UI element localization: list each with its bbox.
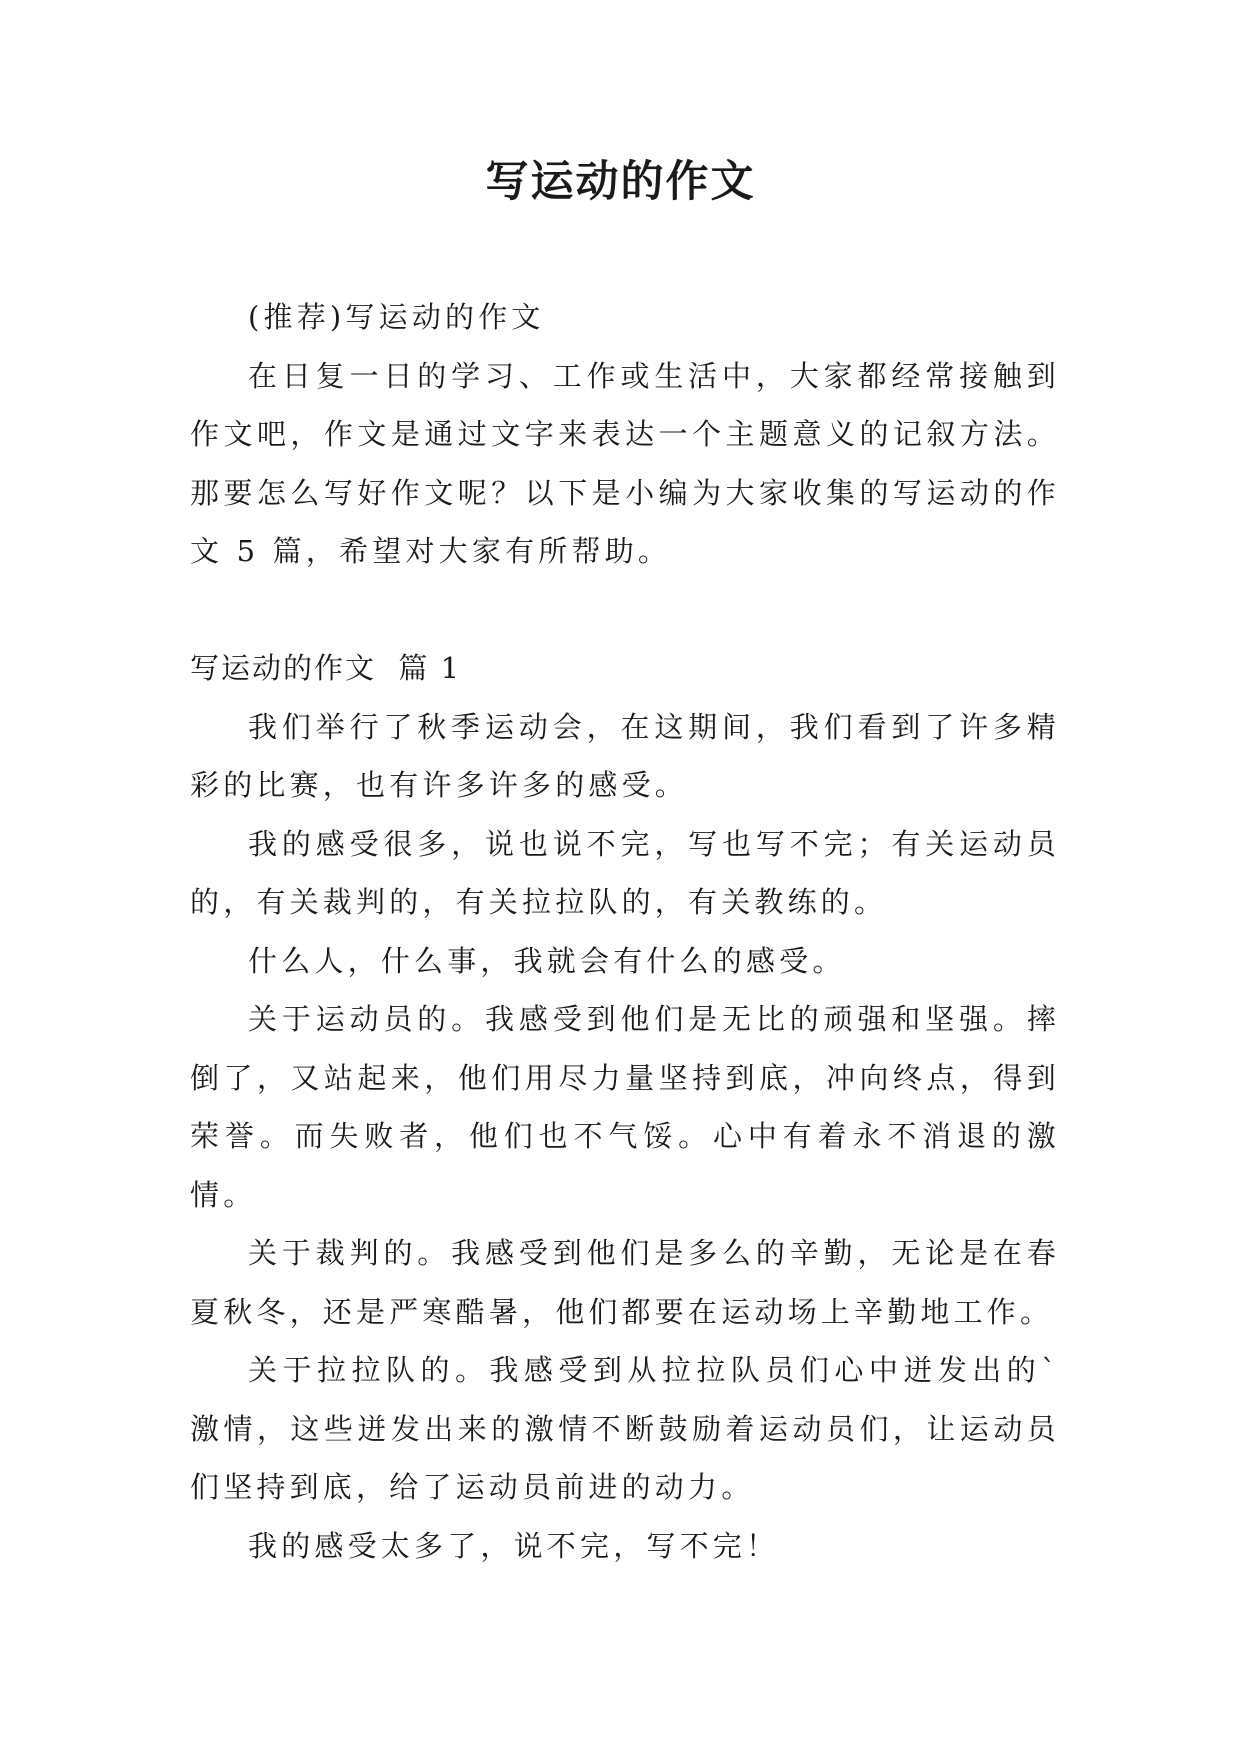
paragraph: 关于运动员的。我感受到他们是无比的顽强和坚强。摔倒了，又站起来，他们用尽力量坚持到底，冲向终点，得到荣誉。而失败者，他们也不气馁。心中有着永不消退的激情。 bbox=[190, 1002, 1060, 1212]
paragraph: 什么人，什么事，我就会有什么的感受。 bbox=[248, 943, 846, 978]
paragraph: 关于裁判的。我感受到他们是多么的辛勤，无论是在春夏秋冬，还是严寒酷暑，他们都要在运动场上辛勤地工作。 bbox=[190, 1236, 1060, 1329]
paragraph: 我的感受太多了，说不完，写不完！ bbox=[248, 1528, 780, 1563]
section-heading: 写运动的作文 篇 1 bbox=[190, 651, 462, 685]
section-spacer bbox=[190, 581, 1060, 640]
intro-line: (推荐)写运动的作文 bbox=[248, 300, 545, 334]
intro-paragraph: 在日复一日的学习、工作或生活中，大家都经常接触到作文吧，作文是通过文字来表达一个主题意义的记叙方法。那要怎么写好作文呢？以下是小编为大家收集的写运动的作文 5 篇，希望对大家有所帮助。 bbox=[190, 358, 1060, 568]
paragraph: 关于拉拉队的。我感受到从拉拉队员们心中迸发出的`激情，这些迸发出来的激情不断鼓励着运动员们，让运动员们坚持到底，给了运动员前进的动力。 bbox=[190, 1353, 1060, 1504]
document-body bbox=[190, 288, 1060, 1575]
paragraph: 我们举行了秋季运动会，在这期间，我们看到了许多精彩的比赛，也有许多许多的感受。 bbox=[190, 709, 1060, 802]
paragraph: 我的感受很多，说也说不完，写也写不完；有关运动员的，有关裁判的，有关拉拉队的，有关教练的。 bbox=[190, 826, 1060, 919]
document-title: 写运动的作文 bbox=[485, 157, 756, 207]
